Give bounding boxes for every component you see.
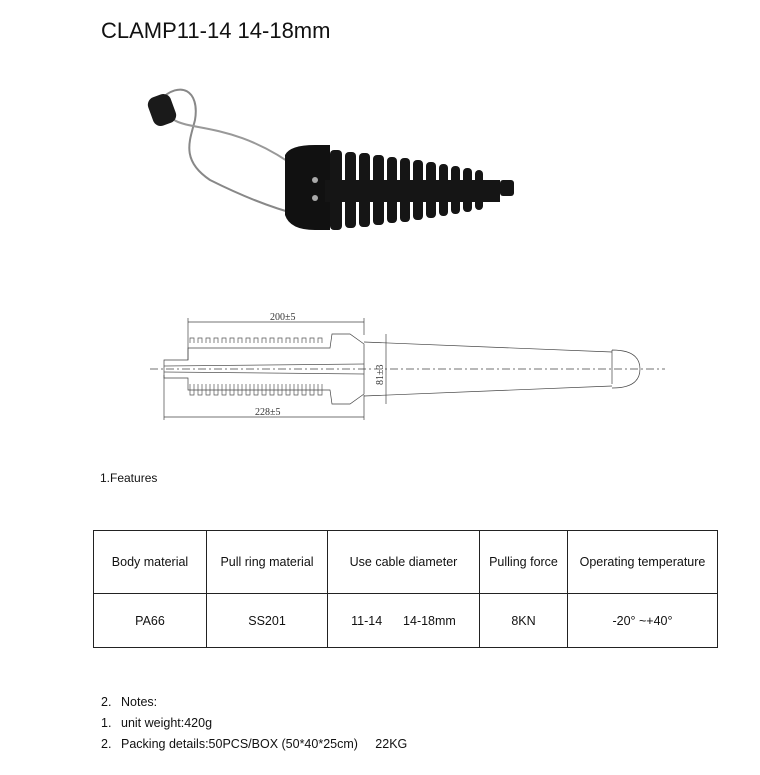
- table-header: Pulling force: [480, 531, 568, 594]
- table-cell: PA66: [94, 594, 207, 648]
- note-item: 1. unit weight:420g: [101, 716, 213, 730]
- specs-table: [93, 530, 718, 648]
- dimension-drawing: [150, 300, 670, 430]
- note-item: 2. Notes:: [101, 695, 158, 709]
- table-cell: 8KN: [480, 594, 568, 648]
- note-item: 2. Packing details:50PCS/BOX (50*40*25cm) 22KG: [101, 737, 408, 751]
- table-cell: 11-14 14-18mm: [328, 594, 480, 648]
- product-photo: [140, 80, 540, 240]
- table-header-row: [94, 531, 718, 594]
- table-header: Body material: [94, 531, 207, 594]
- table-header: Use cable diameter: [328, 531, 480, 594]
- notes-list: [101, 692, 407, 755]
- table-header: Operating temperature: [568, 531, 718, 594]
- table-header: Pull ring material: [207, 531, 328, 594]
- table-cell: SS201: [207, 594, 328, 648]
- table-row: [94, 594, 718, 648]
- table-cell: -20° ~+40°: [568, 594, 718, 648]
- dimension-200: 200±5: [270, 312, 296, 323]
- page-title: CLAMP11-14 14-18mm: [101, 18, 331, 43]
- dimension-228: 228±5: [255, 407, 281, 418]
- dimension-81: 81±3: [375, 364, 386, 385]
- features-heading: 1.Features: [100, 471, 158, 485]
